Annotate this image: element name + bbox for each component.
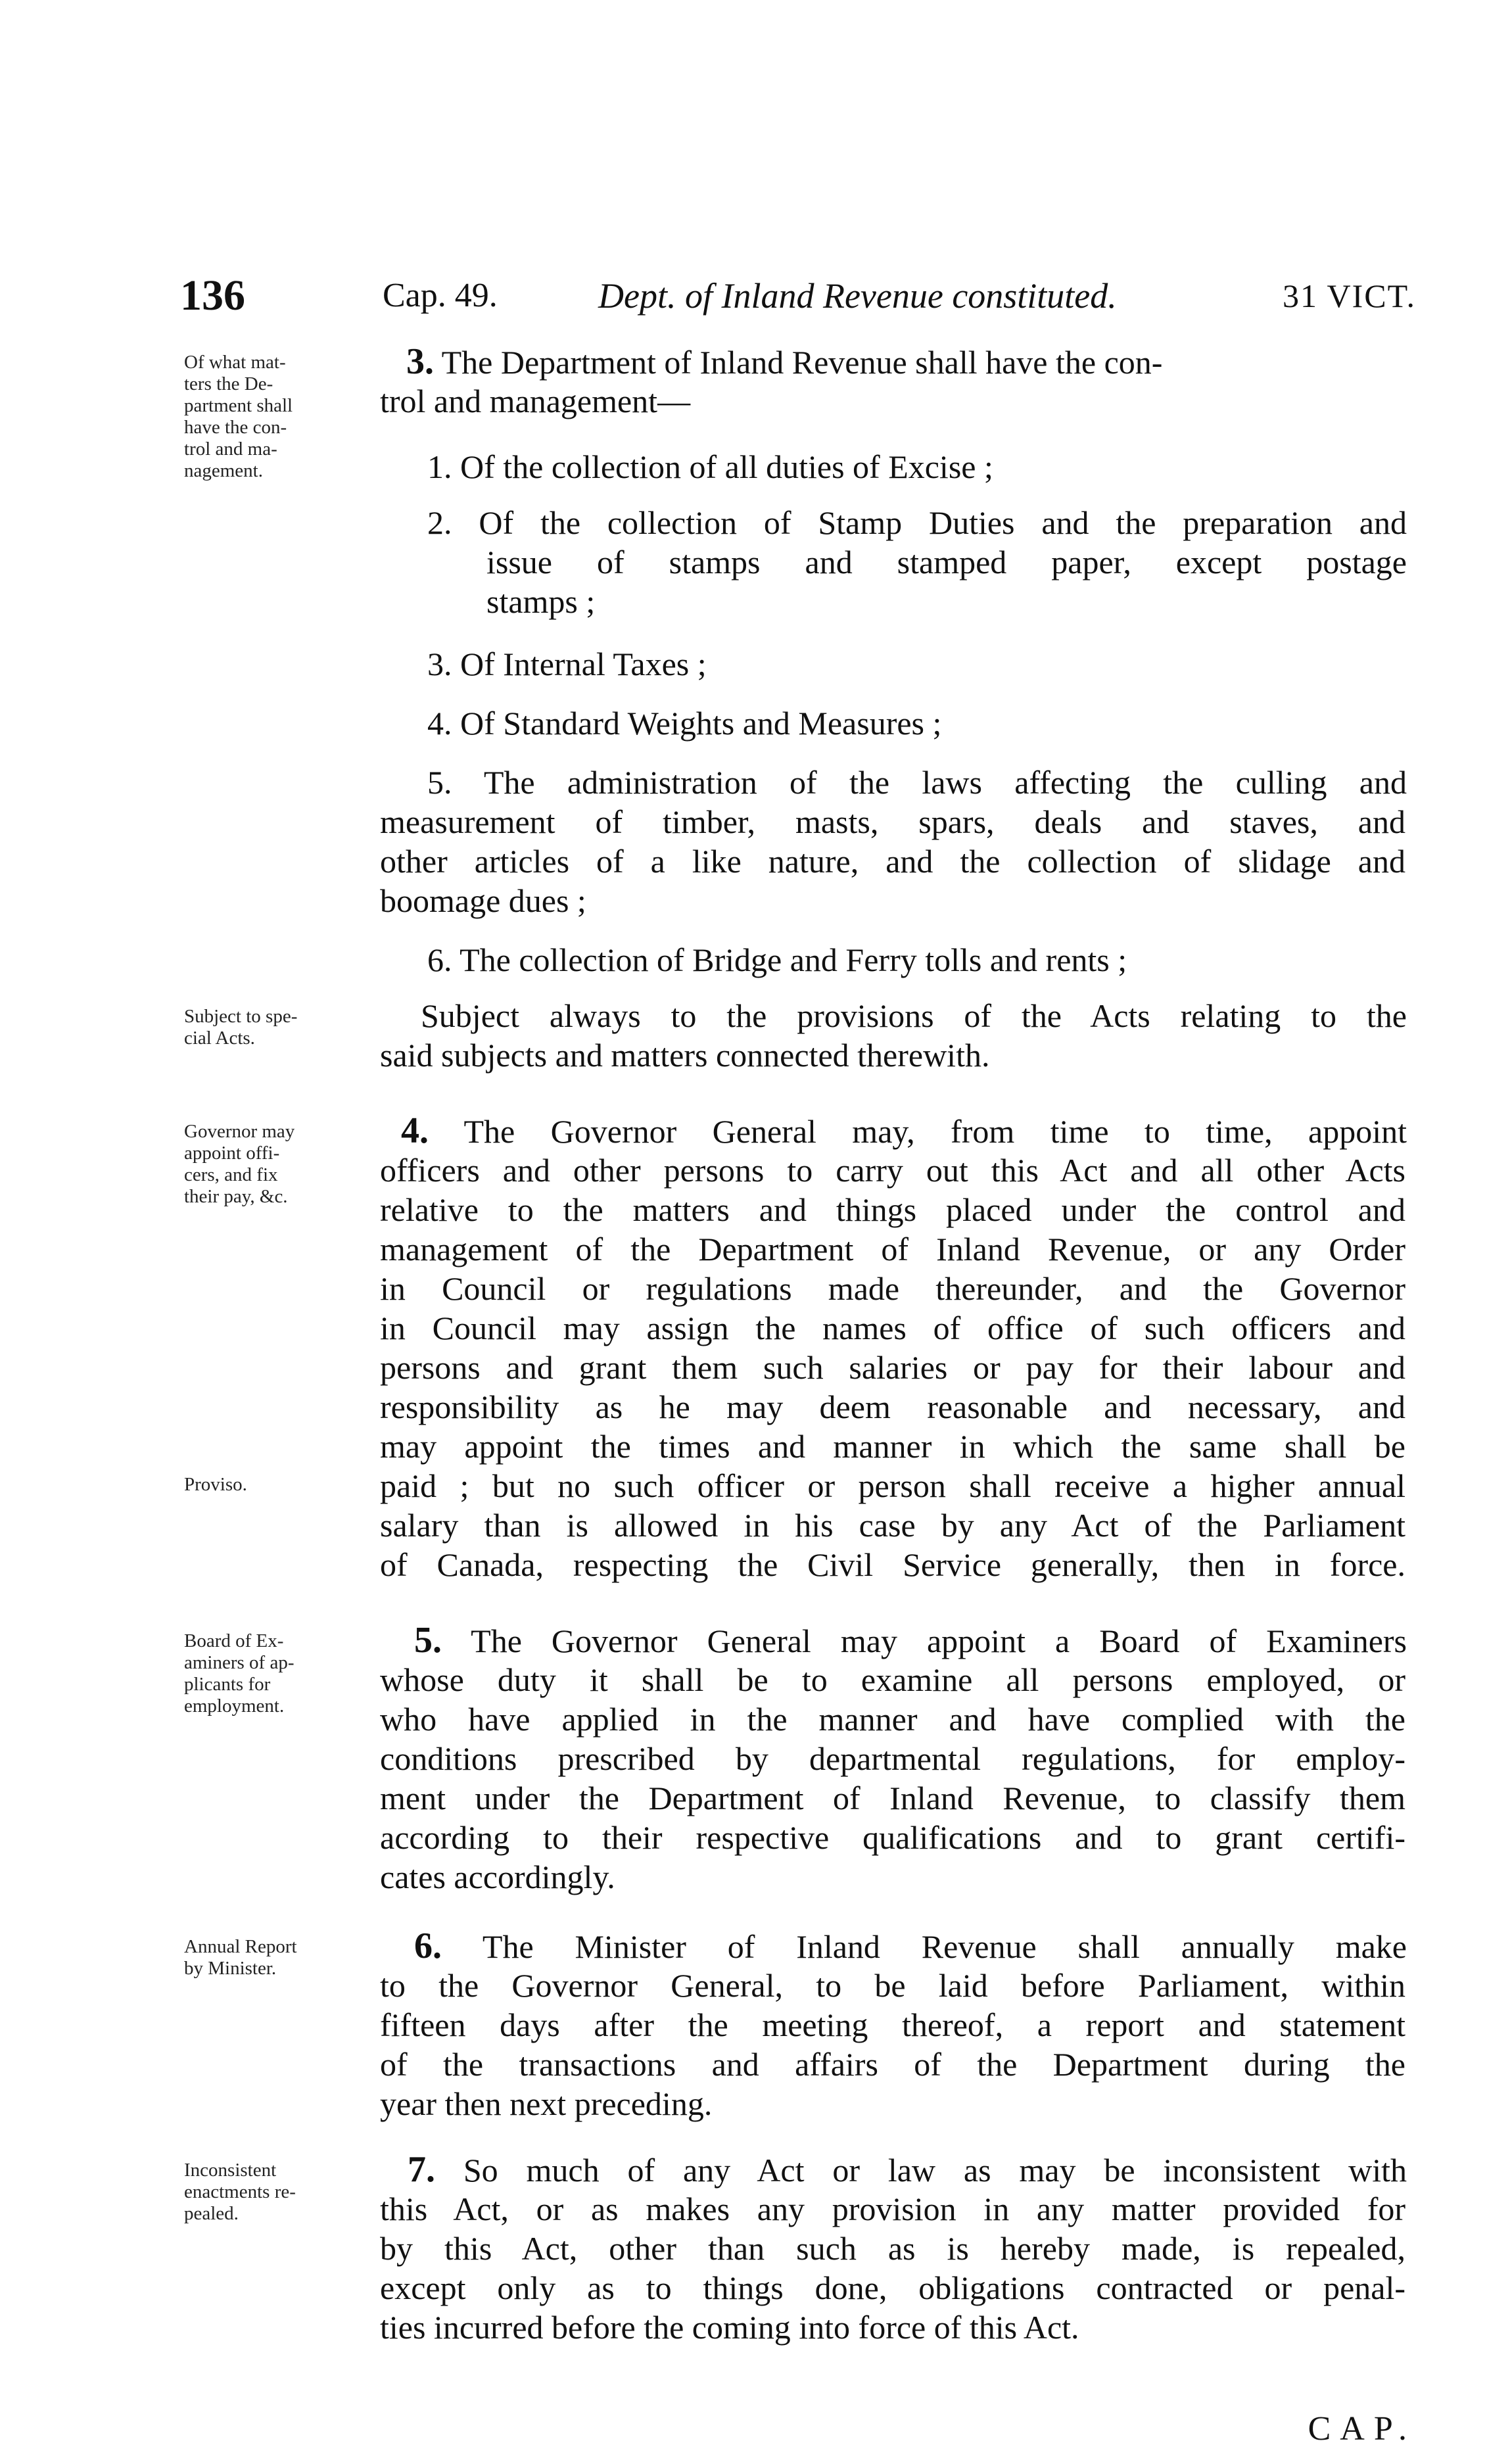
section-7-line-4: except only as to things done, obligations contracted or penal- bbox=[380, 2269, 1405, 2306]
list-item-2-line-3: stamps ; bbox=[486, 583, 596, 620]
list-item-4: 4. Of Standard Weights and Measures ; bbox=[427, 705, 942, 742]
section-5-line-2: whose duty it shall be to examine all persons employed, or bbox=[380, 1661, 1405, 1698]
section-3-intro-line-2: trol and management— bbox=[380, 383, 691, 419]
list-item-5-line-4: boomage dues ; bbox=[380, 882, 586, 919]
margin-note-special-acts: Subject to spe- cial Acts. bbox=[184, 1006, 298, 1049]
section-4-line-10: paid ; but no such officer or person shall receive a higher annual bbox=[380, 1467, 1405, 1504]
margin-note-proviso: Proviso. bbox=[184, 1474, 247, 1495]
list-item-1: 1. Of the collection of all duties of Excise ; bbox=[427, 448, 993, 485]
section-4-line-6: in Council may assign the names of office of such officers and bbox=[380, 1310, 1405, 1346]
section-7-line-2: this Act, or as makes any provision in any matter provided for bbox=[380, 2191, 1405, 2227]
running-header bbox=[0, 263, 1487, 329]
running-title: Dept. of Inland Revenue constituted. bbox=[598, 276, 1117, 316]
section-number: 6. bbox=[414, 1926, 442, 1966]
page-number: 136 bbox=[180, 272, 245, 320]
margin-note-section-4: Governor may appoint offi- cers, and fix their pay, &c. bbox=[184, 1121, 295, 1207]
section-4-line-12: of Canada, respecting the Civil Service generally, then in force. bbox=[380, 1546, 1405, 1583]
section-5-line-6: according to their respective qualifications and to grant certifi- bbox=[380, 1819, 1405, 1856]
catchword: CAP. bbox=[1308, 2410, 1416, 2448]
list-item-2-line-2: issue of stamps and stamped paper, except postage bbox=[486, 544, 1407, 580]
section-5-line-4: conditions prescribed by departmental regulations, for employ- bbox=[380, 1740, 1405, 1777]
section-number: 7. bbox=[408, 2149, 435, 2190]
regnal-year: 31 VICT. bbox=[1282, 277, 1416, 314]
list-item-5-line-3: other articles of a like nature, and the collection of slidage and bbox=[380, 843, 1405, 880]
section-5-line-7: cates accordingly. bbox=[380, 1859, 615, 1895]
section-6-line-3: fifteen days after the meeting thereof, a report and statement bbox=[380, 2006, 1405, 2043]
list-item-5: 5. The administration of the laws affecting the culling and bbox=[427, 764, 1407, 801]
section-6-line-2: to the Governor General, to be laid before Parliament, within bbox=[380, 1967, 1405, 2004]
subject-line-2: said subjects and matters connected therewith. bbox=[380, 1037, 990, 1074]
section-7-line-5: ties incurred before the coming into force of this Act. bbox=[380, 2309, 1079, 2346]
section-number: 4. bbox=[401, 1110, 429, 1151]
section-4-line-9: may appoint the times and manner in which the same shall be bbox=[380, 1428, 1405, 1465]
section-7-line-3: by this Act, other than such as is hereby made, is repealed, bbox=[380, 2230, 1405, 2267]
margin-note-section-7: Inconsistent enactments re- pealed. bbox=[184, 2160, 296, 2224]
section-number: 3. bbox=[406, 341, 434, 382]
margin-note-section-3: Of what mat- ters the De- partment shall have the con- trol and ma- nagement. bbox=[184, 352, 293, 481]
chapter-label: Cap. 49. bbox=[383, 277, 498, 314]
section-6-line-1: 6. The Minister of Inland Revenue shall annually make bbox=[414, 1926, 1407, 1966]
section-4-line-5: in Council or regulations made thereunder, and the Governor bbox=[380, 1270, 1405, 1307]
section-7-line-1: 7. So much of any Act or law as may be inconsistent with bbox=[408, 2149, 1407, 2190]
subject-line-1: Subject always to the provisions of the Acts relating to the bbox=[421, 997, 1407, 1034]
section-4-line-11: salary than is allowed in his case by any Act of the Parliament bbox=[380, 1507, 1405, 1544]
margin-note-section-6: Annual Report by Minister. bbox=[184, 1936, 297, 1979]
section-4-line-8: responsibility as he may deem reasonable and necessary, and bbox=[380, 1388, 1405, 1425]
section-6-line-4: of the transactions and affairs of the Department during the bbox=[380, 2046, 1405, 2083]
section-4-line-2: officers and other persons to carry out this Act and all other Acts bbox=[380, 1152, 1405, 1189]
section-5-line-1: 5. The Governor General may appoint a Board of Examiners bbox=[414, 1620, 1407, 1661]
section-3-intro-line-1: 3. The Department of Inland Revenue shall have the con- bbox=[406, 341, 1163, 382]
section-number: 5. bbox=[414, 1620, 442, 1661]
section-5-line-3: who have applied in the manner and have complied with the bbox=[380, 1701, 1405, 1738]
list-item-6: 6. The collection of Bridge and Ferry tolls and rents ; bbox=[427, 941, 1127, 978]
section-6-line-5: year then next preceding. bbox=[380, 2085, 713, 2122]
list-item-3: 3. Of Internal Taxes ; bbox=[427, 646, 707, 682]
list-item-2: 2. Of the collection of Stamp Duties and the preparation and bbox=[427, 504, 1407, 541]
section-4-line-7: persons and grant them such salaries or pay for their labour and bbox=[380, 1349, 1405, 1386]
section-4-line-1: 4. The Governor General may, from time to time, appoint bbox=[401, 1110, 1407, 1151]
section-4-line-3: relative to the matters and things placed under the control and bbox=[380, 1191, 1405, 1228]
section-4-line-4: management of the Department of Inland Revenue, or any Order bbox=[380, 1231, 1405, 1268]
section-5-line-5: ment under the Department of Inland Revenue, to classify them bbox=[380, 1780, 1405, 1816]
margin-note-section-5: Board of Ex- aminers of ap- plicants for employment. bbox=[184, 1630, 295, 1717]
list-item-5-line-2: measurement of timber, masts, spars, deals and staves, and bbox=[380, 803, 1405, 840]
